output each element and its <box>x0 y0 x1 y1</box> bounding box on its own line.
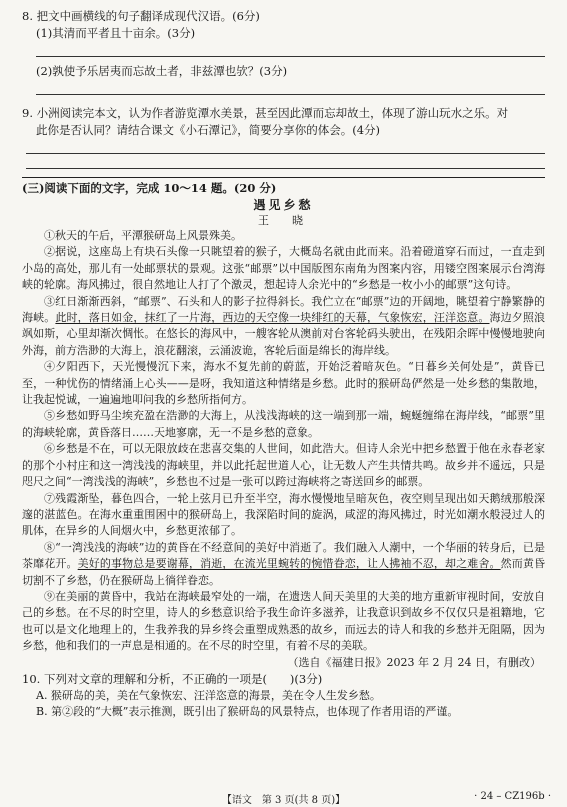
paragraph-9: ⑨在美丽的黄昏中，我站在海峡最窄处的一端，在遗迭人间天美里的大美的地方重新审视时间，安放自己的乡愁。在不尽的时空里，诗人的乡愁意识给予我生命许多滋养，让我意识到故乡不仅仅只是祖籍地，它也可以是文化地理上的，生我养我的异乡终会重塑成熟悉的故乡，而远去的诗人和我的乡愁并无阻隔，因为乡愁，他和我们的一声息是相通的。在不尽的时空里，有着不尽的美联。 <box>22 589 545 653</box>
paragraph-7: ⑦残霞渐坠，暮色四合，一轮上弦月已升至半空，海水慢慢地呈暗灰色，夜空则呈现出如天鹅绒那般深邃的湛蓝色。在海水重重围困中的猴研岛上，我深陷时间的旋涡，咸涩的海风拂过，时光如潮水般浸过人的肌体，在异乡的人间烟火中，乡愁更浓郁了。 <box>22 491 545 538</box>
paragraph-5: ⑤乡愁如野马尘埃充盈在浩渺的大海上，从浅浅海峡的这一端到那一端，蜿蜒缠绵在海岸线，“邮票”里的海峡轮廓，黄昏落日……天地寥廓，无一不是乡愁的意象。 <box>22 409 545 439</box>
paragraph-1: ①秋天的午后，平潭猴研岛上风景殊美。 <box>44 229 242 242</box>
footer-page-number: 【语文 第 3 页(共 8 页)】 <box>221 795 346 806</box>
paragraph-8-text-a: ⑧“一湾浅浅的海峡”边的黄昏在不经意间的美好中消逝了。我们融入人潮中，一个华丽的转身后，已是茶靡花开。 <box>22 540 545 571</box>
q8-sub2: (2)孰使予乐居夷而忘故土者，非兹潭也欤？(3分) <box>36 64 288 78</box>
section-3 <box>22 177 545 671</box>
underlined-sentence: 美好的事物总是要谢幕，消逝，在流光里蜿转的惋惜眷恋，让人拂袖不忍，却之难舍。 <box>77 557 501 571</box>
paragraph-3 <box>22 294 545 360</box>
paragraph-3-text-b: 海边夕照浪飒如斯，心里却渐次惆怅。在悠长的海风中，一艘客轮从澳前对台客轮码头驶出，在残阳余晖中慢慢地驶向外海，前方浩渺的大海上，浪花翻滚，云涌波诡，客轮后面是绵长的海岸线。 <box>22 311 546 357</box>
article-title: 遇见乡愁 <box>253 198 314 212</box>
q10-stem: 10. 下列对文章的理解和分析，不正确的一项是( )(3分) <box>22 671 323 686</box>
page-footer <box>0 789 567 805</box>
article-author: 王 晓 <box>258 214 309 227</box>
footer-code: · 24 – CZ196b · <box>474 791 551 802</box>
paragraph-3-text-a: ③红日渐渐西斜，“邮票”、石头和人的影子拉得斜长。我伫立在“邮票”边的开阔地，眺望着宁静繁静的海峡。 <box>22 294 545 325</box>
q10-option-b[interactable]: B. 第②段的“大概”表示推测，既引出了猴研岛的风景特点，也体现了作者用语的严谨。 <box>36 705 459 719</box>
q8-sub1: (1)其清而平者且十亩余。(3分) <box>36 26 196 40</box>
paragraph-8-text-b: 然而黄昏切割不了乡愁，仍在猴研岛上徜徉眷恋。 <box>22 557 546 587</box>
q10-option-a[interactable]: A. 猴研岛的美，美在气象恢宏、汪洋恣意的海景，美在令人生发乡愁。 <box>36 688 381 702</box>
paragraph-2: ②据说，这座岛上有块石头像一只眺望着的猴子，大概岛名就由此而来。沿着磴道穿石而过，一直走到小岛的高处，那儿有一处邮票状的景观。这张“邮票”以中国版图东南角为图案内容，用镂空图案展示台湾海峡的轮廓。海风拂过，很自然地让人打了个激灵，想起诗人余光中的“乡愁是一枚小小的邮票”这句诗。 <box>22 245 545 292</box>
paragraph-8 <box>22 540 545 589</box>
article-source: （选自《福建日报》2023 年 2 月 24 日，有删改） <box>287 655 541 669</box>
answer-line[interactable] <box>36 80 545 95</box>
paragraph-4: ④夕阳西下，天光慢慢沉下来，海水不复先前的蔚蓝，开始泛着暗灰色。“日暮乡关何处是”，黄昏已至，一种忧伤的情绪涌上心头——是呀，我知道这种情绪是乡愁。此时的猴研岛俨然是一处乡愁的集散地，让我起悦诚，一遍遍地叩问我的乡愁所指何方。 <box>22 360 545 407</box>
answer-line[interactable] <box>26 139 545 154</box>
q9-line1: 9. 小洲阅读完本文，认为作者游览潭水美景，甚至因此潭而忘却故土，体现了游山玩水之乐。对 <box>22 106 509 120</box>
answer-line[interactable] <box>26 154 545 169</box>
q9-line2: 此你是否认同？请结合课文《小石潭记》，简要分享你的体会。(4分) <box>36 123 381 137</box>
section-heading: (三)阅读下面的文字，完成 10～14 题。(20 分) <box>22 181 277 195</box>
paragraph-6: ⑥乡愁是不在，可以无限放歧在悲喜交集的人世间，如此浩大。但诗人余光中把乡愁置于他在永春老家的那个小村庄和这一湾浅浅的海峡里，并以此托起世道人心，让无数人产生共情共鸣。故乡并不遥远，只是咫尺之间“一湾浅浅的海峡”，乡愁也不过是一张可以跨过海峡将之寄送回乡的邮票。 <box>22 442 545 489</box>
q8-stem: 8. 把文中画横线的句子翻译成现代汉语。(6分) <box>22 9 260 23</box>
answer-line[interactable] <box>36 42 545 57</box>
underlined-sentence: 此时，落日如金，抹红了一片海，西边的天空像一块绯红的天幕，气象恢宏，汪洋恣意。 <box>55 311 490 325</box>
